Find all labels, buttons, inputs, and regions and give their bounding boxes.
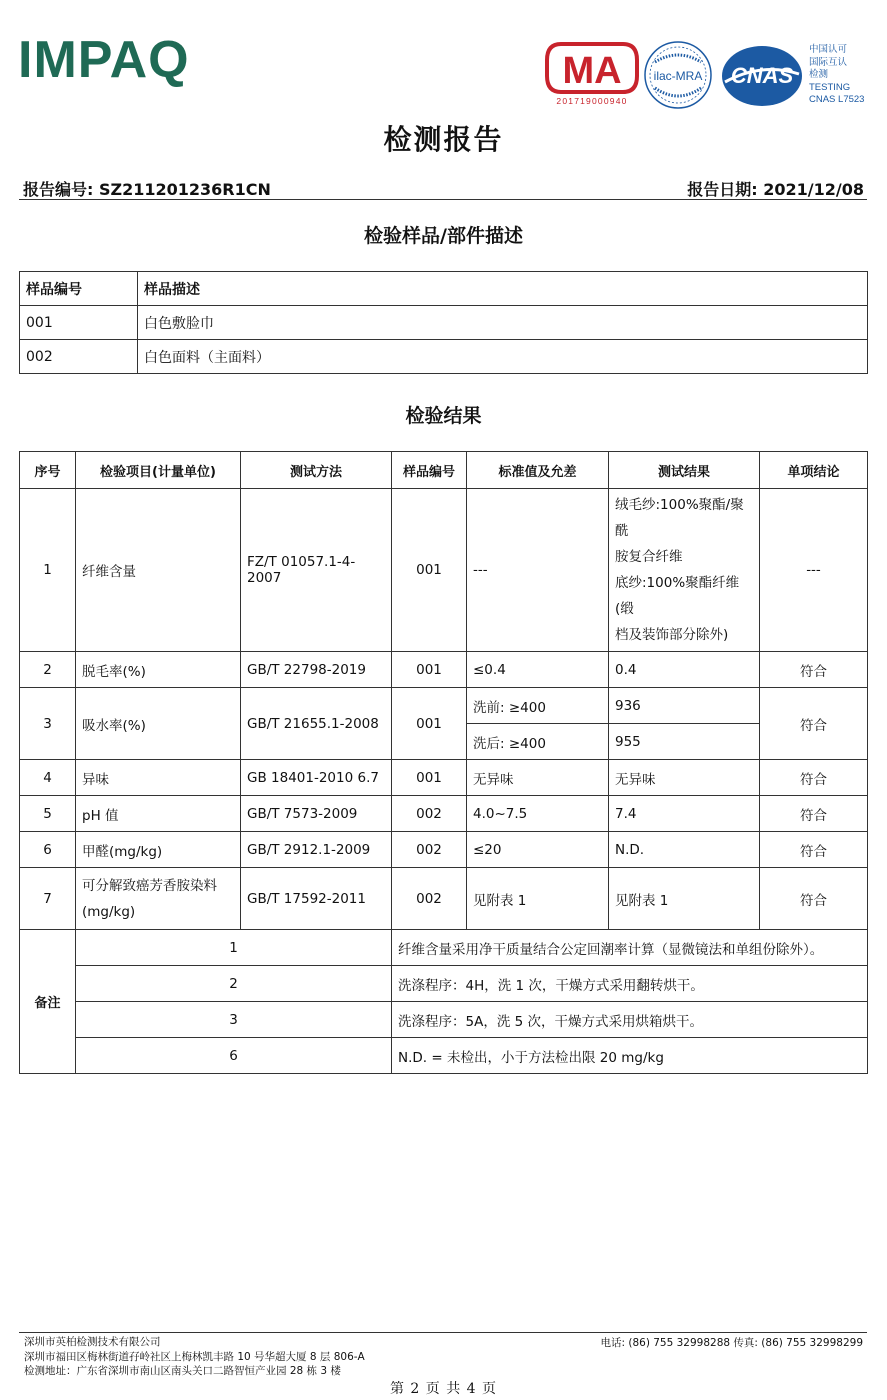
table-row: [20, 340, 868, 374]
sample-id: 002: [392, 832, 467, 868]
item-line: 可分解致癌芳香胺染料: [82, 877, 217, 894]
cnas-accreditation-text: [809, 44, 864, 107]
header-divider: [19, 199, 867, 200]
remark-row: [20, 966, 868, 1002]
row-number: 7: [20, 868, 76, 930]
footer-contact: 电话: (86) 755 32998288 传真: (86) 755 32998299: [600, 1337, 863, 1349]
conclusion: 符合: [760, 652, 868, 688]
test-item: 异味: [76, 760, 241, 796]
test-method: FZ/T 01057.1-4-2007: [241, 489, 392, 652]
footer-lab-address: 检测地址：广东省深圳市南山区南头关口二路智恒产业园 28 栋 3 楼: [24, 1365, 341, 1377]
column-header: 序号: [20, 452, 76, 489]
standard-value: 见附表 1: [467, 868, 609, 930]
remark-text: N.D. = 未检出，小于方法检出限 20 mg/kg: [392, 1038, 868, 1074]
cnas-mark-text: CNAS: [730, 63, 794, 88]
conclusion: 符合: [760, 796, 868, 832]
row-number: 2: [20, 652, 76, 688]
table-row: [20, 489, 868, 652]
test-method: GB/T 17592-2011: [241, 868, 392, 930]
result-line: 档及装饰部分除外): [615, 627, 729, 643]
standard-value: ---: [467, 489, 609, 652]
standard-value: ≤20: [467, 832, 609, 868]
row-number: 3: [20, 688, 76, 760]
samples-section-title: 检验样品/部件描述: [364, 225, 523, 247]
remark-row: [20, 1038, 868, 1074]
cnas-text-line: 检测: [809, 69, 829, 80]
conclusion: ---: [760, 489, 868, 652]
column-header: 样品描述: [138, 272, 868, 306]
sample-id: 001: [392, 489, 467, 652]
sample-id: 002: [392, 796, 467, 832]
cnas-text-line: 国际互认: [809, 56, 848, 68]
remarks-label: 备注: [20, 930, 76, 1074]
standard-value: 4.0~7.5: [467, 796, 609, 832]
sample-description: 白色敷脸巾: [138, 306, 868, 340]
table-header-row: [20, 272, 868, 306]
column-header: 标准值及允差: [467, 452, 609, 489]
test-item: [76, 868, 241, 930]
table-row: [20, 652, 868, 688]
remark-number: 6: [76, 1038, 392, 1074]
column-header: 测试方法: [241, 452, 392, 489]
result-line: 绒毛纱:100%聚酯/聚酰: [615, 497, 744, 539]
column-header: 样品编号: [20, 272, 138, 306]
document-title: 检测报告: [383, 123, 504, 156]
item-line: (mg/kg): [82, 903, 136, 920]
cma-logo: [543, 40, 641, 112]
table-header-row: [20, 452, 868, 489]
sample-id: 002: [20, 340, 138, 374]
remark-row: [20, 930, 868, 966]
table-row: [20, 688, 868, 724]
sample-id: 001: [392, 688, 467, 760]
ilac-mra-logo: [643, 40, 713, 110]
test-item: 脱毛率(%): [76, 652, 241, 688]
report-date: 报告日期: 2021/12/08: [687, 180, 864, 199]
conclusion: 符合: [760, 832, 868, 868]
cnas-text-line: 中国认可: [809, 44, 848, 55]
row-number: 5: [20, 796, 76, 832]
row-number: 4: [20, 760, 76, 796]
cnas-text-line: TESTING: [809, 81, 851, 93]
sample-description: 白色面料（主面料）: [138, 340, 868, 374]
test-result: 无异味: [609, 760, 760, 796]
remark-text: 洗涤程序：4H，洗 1 次，干燥方式采用翻转烘干。: [392, 966, 868, 1002]
page-number: 第 2 页 共 4 页: [389, 1381, 498, 1397]
test-item: pH 值: [76, 796, 241, 832]
sample-id: 001: [392, 760, 467, 796]
column-header: 单项结论: [760, 452, 868, 489]
table-row: [20, 760, 868, 796]
column-header: 测试结果: [609, 452, 760, 489]
column-header: 检验项目(计量单位): [76, 452, 241, 489]
cnas-logo: [721, 44, 803, 108]
remark-number: 3: [76, 1002, 392, 1038]
test-result: 936: [609, 688, 760, 724]
table-row: [20, 796, 868, 832]
cma-mark-text: MA: [562, 50, 622, 92]
test-item: 甲醛(mg/kg): [76, 832, 241, 868]
footer-address-block: [24, 1335, 365, 1379]
remark-number: 2: [76, 966, 392, 1002]
cma-number: 201719000940: [556, 96, 628, 106]
standard-value: ≤0.4: [467, 652, 609, 688]
row-number: 6: [20, 832, 76, 868]
sample-id: 002: [392, 868, 467, 930]
standard-value: 洗前: ≥400: [467, 688, 609, 724]
row-number: 1: [20, 489, 76, 652]
remark-text: 洗涤程序：5A，洗 5 次，干燥方式采用烘箱烘干。: [392, 1002, 868, 1038]
test-method: GB/T 2912.1-2009: [241, 832, 392, 868]
results-section-title: 检验结果: [405, 405, 482, 427]
conclusion: 符合: [760, 760, 868, 796]
test-item: 吸水率(%): [76, 688, 241, 760]
test-result: 955: [609, 724, 760, 760]
footer-divider: [19, 1332, 867, 1333]
results-table: [19, 451, 868, 1074]
impaq-logo: IMPAQ: [18, 31, 190, 89]
result-line: 胺复合纤维: [615, 549, 683, 565]
result-line: 底纱:100%聚酯纤维(缎: [615, 575, 740, 617]
table-row: [20, 832, 868, 868]
remark-row: [20, 1002, 868, 1038]
conclusion: 符合: [760, 688, 868, 760]
test-result: [609, 489, 760, 652]
test-item: 纤维含量: [76, 489, 241, 652]
table-row: [20, 306, 868, 340]
test-method: GB 18401-2010 6.7: [241, 760, 392, 796]
column-header: 样品编号: [392, 452, 467, 489]
conclusion: 符合: [760, 868, 868, 930]
test-result: 见附表 1: [609, 868, 760, 930]
cnas-text-line: CNAS L7523: [809, 94, 865, 105]
test-result: 0.4: [609, 652, 760, 688]
test-method: GB/T 7573-2009: [241, 796, 392, 832]
standard-value: 洗后: ≥400: [467, 724, 609, 760]
standard-value: 无异味: [467, 760, 609, 796]
ilac-mark-text: ilac-MRA: [653, 69, 703, 83]
report-number: 报告编号: SZ211201236R1CN: [23, 180, 271, 199]
footer-address: 深圳市福田区梅林街道孖岭社区上梅林凯丰路 10 号华超大厦 8 层 806-A: [24, 1350, 365, 1363]
test-result: N.D.: [609, 832, 760, 868]
footer-company: 深圳市英柏检测技术有限公司: [24, 1336, 161, 1348]
test-result: 7.4: [609, 796, 760, 832]
test-method: GB/T 21655.1-2008: [241, 688, 392, 760]
samples-table: [19, 271, 868, 374]
sample-id: 001: [392, 652, 467, 688]
remark-number: 1: [76, 930, 392, 966]
sample-id: 001: [20, 306, 138, 340]
table-row: [20, 868, 868, 930]
test-method: GB/T 22798-2019: [241, 652, 392, 688]
remark-text: 纤维含量采用净干质量结合公定回潮率计算（显微镜法和单组份除外）。: [392, 930, 868, 966]
